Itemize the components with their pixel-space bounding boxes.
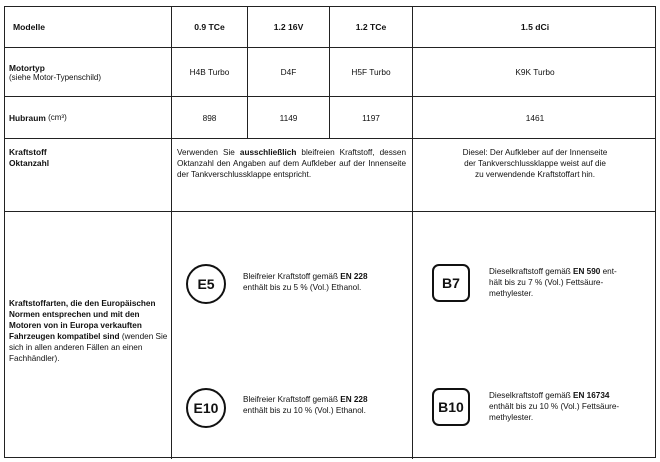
b10-fuel-badge-icon: B10 (432, 388, 470, 426)
hubraum-1-2-tce: 1197 (362, 112, 380, 123)
kraftstoff-label: Kraftstoff (9, 147, 47, 157)
header-model-0-9-tce: 0.9 TCe (194, 22, 225, 32)
b7-fuel-badge-icon: B7 (432, 264, 470, 302)
hubraum-0-9-tce: 898 (202, 112, 217, 123)
e5-fuel-badge-icon: E5 (186, 264, 226, 304)
motortyp-1-5-dci: K9K Turbo (515, 67, 555, 77)
fuel-types-label: Kraftstoffarten, die den Europäischen Normen entsprechen und mit den Motoren von in Europa verkauften Fahrzeugen kompatibel sind (wenden Sie sich in allen anderen Fällen an einen Fachhändler). (9, 299, 168, 363)
row-divider (5, 211, 655, 212)
row-divider (5, 138, 655, 139)
motortyp-label-cell (9, 48, 169, 96)
hubraum-1-5-dci: 1461 (525, 112, 545, 123)
motortyp-sublabel: (siehe Motor-Typenschild) (9, 72, 102, 82)
header-model-1-5-dci: 1.5 dCi (520, 22, 550, 32)
hubraum-label: Hubraum (9, 112, 46, 123)
motortyp-1-2-tce: H5F Turbo (351, 67, 391, 77)
e5-fuel-description: Bleifreier Kraftstoff gemäß EN 228 enthält bis zu 5 % (Vol.) Ethanol. (243, 272, 368, 292)
header-label: Modelle (13, 22, 45, 32)
engine-fuel-table (4, 6, 656, 458)
b10-fuel-description: Dieselkraftstoff gemäß EN 16734 enthält bis zu 10 % (Vol.) Fettsäure- methylester. (489, 391, 620, 422)
hubraum-1-2-16v: 1149 (279, 112, 298, 123)
b7-fuel-description: Dieselkraftstoff gemäß EN 590 ent- hält bis zu 7 % (Vol.) Fettsäure- methylester. (489, 267, 617, 298)
petrol-fuel-note: Verwenden Sie ausschließlich bleifreien Kraftstoff, dessen Oktanzahl den Angaben auf dem Aufkleber auf der Innenseite der Tankverschlussklappe entspricht. (177, 148, 406, 179)
e10-fuel-badge-icon: E10 (186, 388, 226, 428)
motortyp-0-9-tce: H4B Turbo (189, 67, 230, 77)
e10-fuel-description: Bleifreier Kraftstoff gemäß EN 228 enthält bis zu 10 % (Vol.) Ethanol. (243, 395, 368, 415)
diesel-fuel-note: Diesel: Der Aufkleber auf der Innenseite der Tankverschlussklappe weist auf die zu verwendende Kraftstoffart hin. (462, 148, 608, 179)
hubraum-label-cell (9, 97, 169, 138)
hubraum-unit: (cm³) (48, 113, 67, 122)
petrol-fuel-emphasis: ausschließlich (239, 148, 297, 157)
header-model-1-2-tce: 1.2 TCe (355, 22, 387, 32)
oktanzahl-label: Oktanzahl (9, 158, 50, 168)
header-model-1-2-16v: 1.2 16V (273, 22, 304, 32)
motortyp-1-2-16v: D4F (280, 67, 297, 77)
kraftstoff-label-cell (9, 147, 169, 169)
motortyp-label: Motortyp (9, 62, 45, 73)
